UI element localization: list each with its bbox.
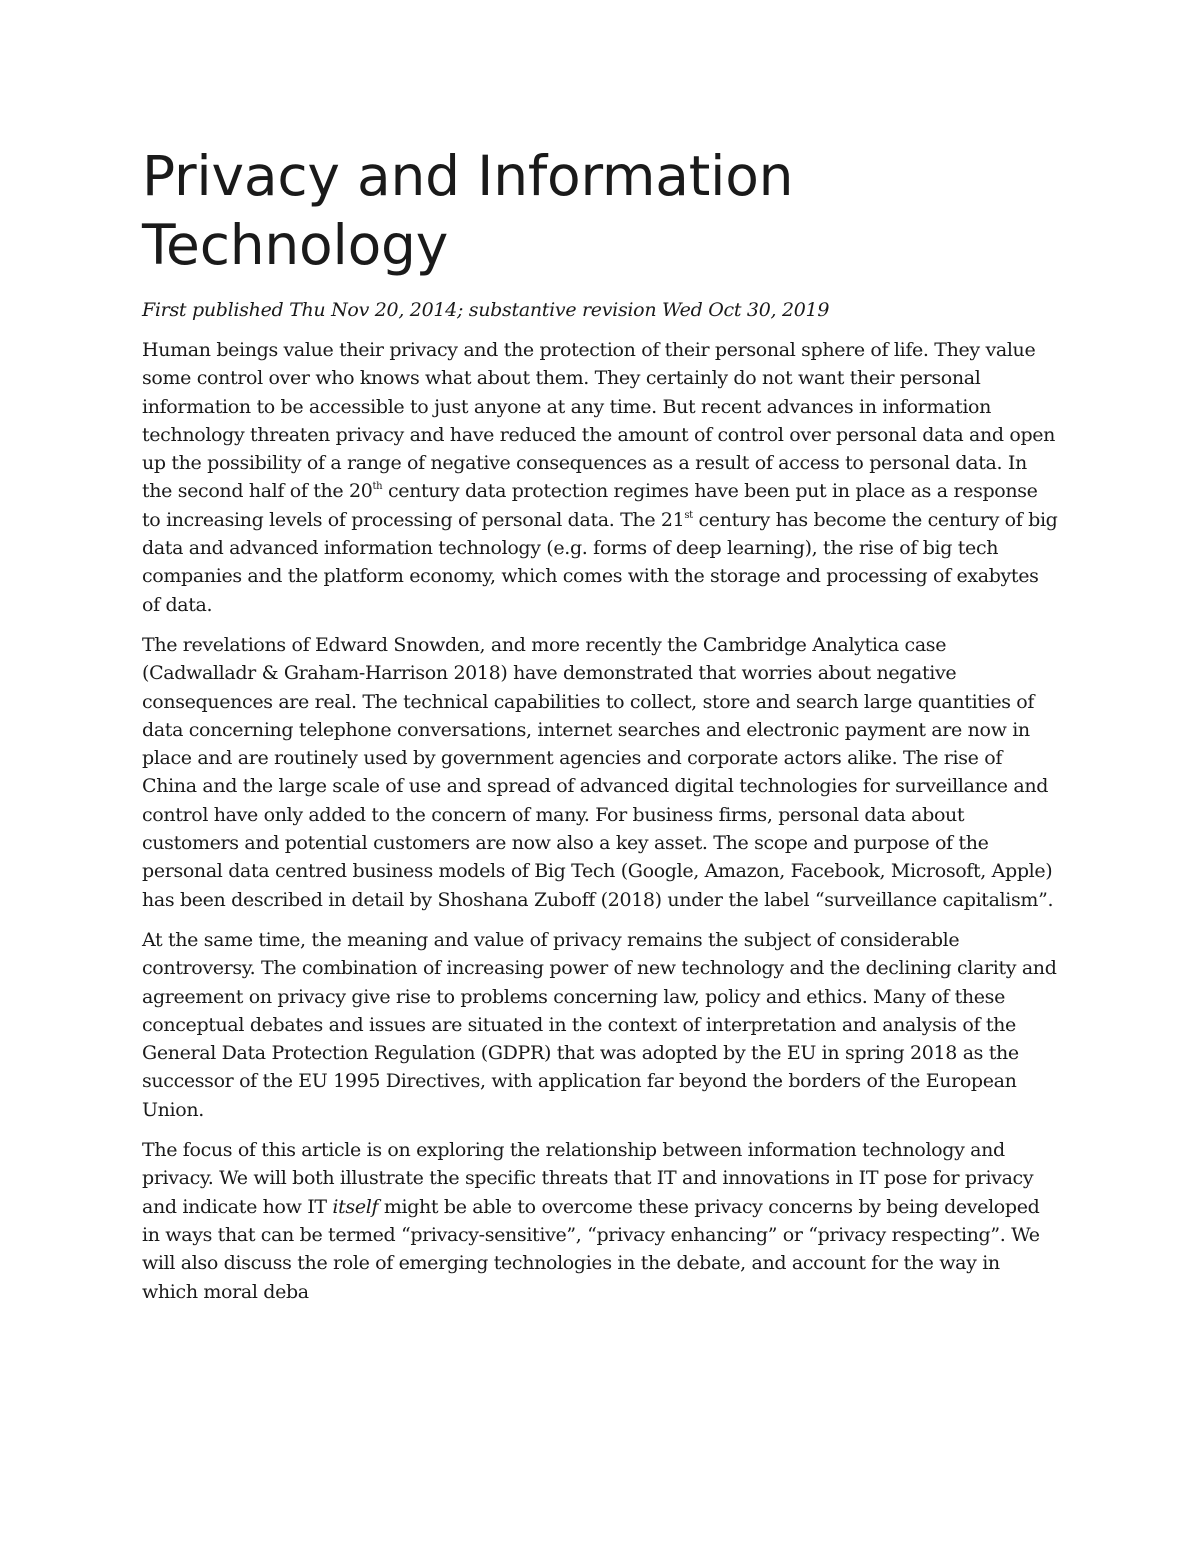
paragraph-4-text-a: The focus of this article is on exploring the relationship between information technology and privacy. We will both illustrate the specific threats that IT and innovations in IT pose for privacy and indicate how IT — [142, 1139, 1034, 1218]
superscript-th: th — [372, 481, 383, 493]
paragraph-1-text-a: Human beings value their privacy and the protection of their personal sphere of life. They value some control over who knows what about them. They certainly do not want their personal information to be accessible to just anyone at any time. But recent advances in information technology threaten privacy and have reduced the amount of control over personal data and open up the possibility of a range of negative consequences as a result of access to personal data. In the second half of the 20 — [142, 339, 1056, 503]
paragraph-1 — [142, 336, 1058, 619]
publication-byline: First published Thu Nov 20, 2014; substantive revision Wed Oct 30, 2019 — [142, 299, 830, 321]
paragraph-4 — [142, 1136, 1058, 1306]
paragraph-2: The revelations of Edward Snowden, and more recently the Cambridge Analytica case (Cadwalladr & Graham-Harrison 2018) have demonstrated that worries about negative consequences are real. The technical capabilities to collect, store and search large quantities of data concerning telephone conversations, internet searches and electronic payment are now in place and are routinely used by government agencies and corporate actors alike. The rise of China and the large scale of use and spread of advanced digital technologies for surveillance and control have only added to the concern of many. For business firms, personal data about customers and potential customers are now also a key asset. The scope and purpose of the personal data centred business models of Big Tech (Google, Amazon, Facebook, Microsoft, Apple) has been described in detail by Shoshana Zuboff (2018) under the label “surveillance capitalism”. — [142, 633, 1054, 911]
emphasis-itself: itself — [332, 1195, 379, 1218]
document-title: Privacy and Information Technology — [142, 144, 794, 277]
paragraph-3: At the same time, the meaning and value of privacy remains the subject of considerable controversy. The combination of increasing power of new technology and the declining clarity and agreement on privacy give rise to problems concerning law, policy and ethics. Many of these conceptual debates and issues are situated in the context of interpretation and analysis of the General Data Protection Regulation (GDPR) that was adopted by the EU in spring 2018 as the successor of the EU 1995 Directives, with application far beyond the borders of the European Union. — [142, 928, 1057, 1121]
document-page — [142, 142, 1058, 1318]
superscript-st: st — [684, 509, 693, 521]
paragraph-1-text-c: century has become the century of big data and advanced information technology (e.g. forms of deep learning), the rise of big tech companies and the platform economy, which comes with the storage and processing of exabytes of data. — [142, 508, 1058, 616]
paragraph-4-text-b: might be able to overcome these privacy concerns by being developed in ways that can be termed “privacy-sensitive”, “privacy enhancing” or “privacy respecting”. We will also discuss the role of emerging technologies in the debate, and account for the way in which moral deba — [142, 1195, 1040, 1303]
paragraph-1-text-b: century data protection regimes have been put in place as a response to increasing levels of processing of personal data. The 21 — [142, 480, 1038, 531]
